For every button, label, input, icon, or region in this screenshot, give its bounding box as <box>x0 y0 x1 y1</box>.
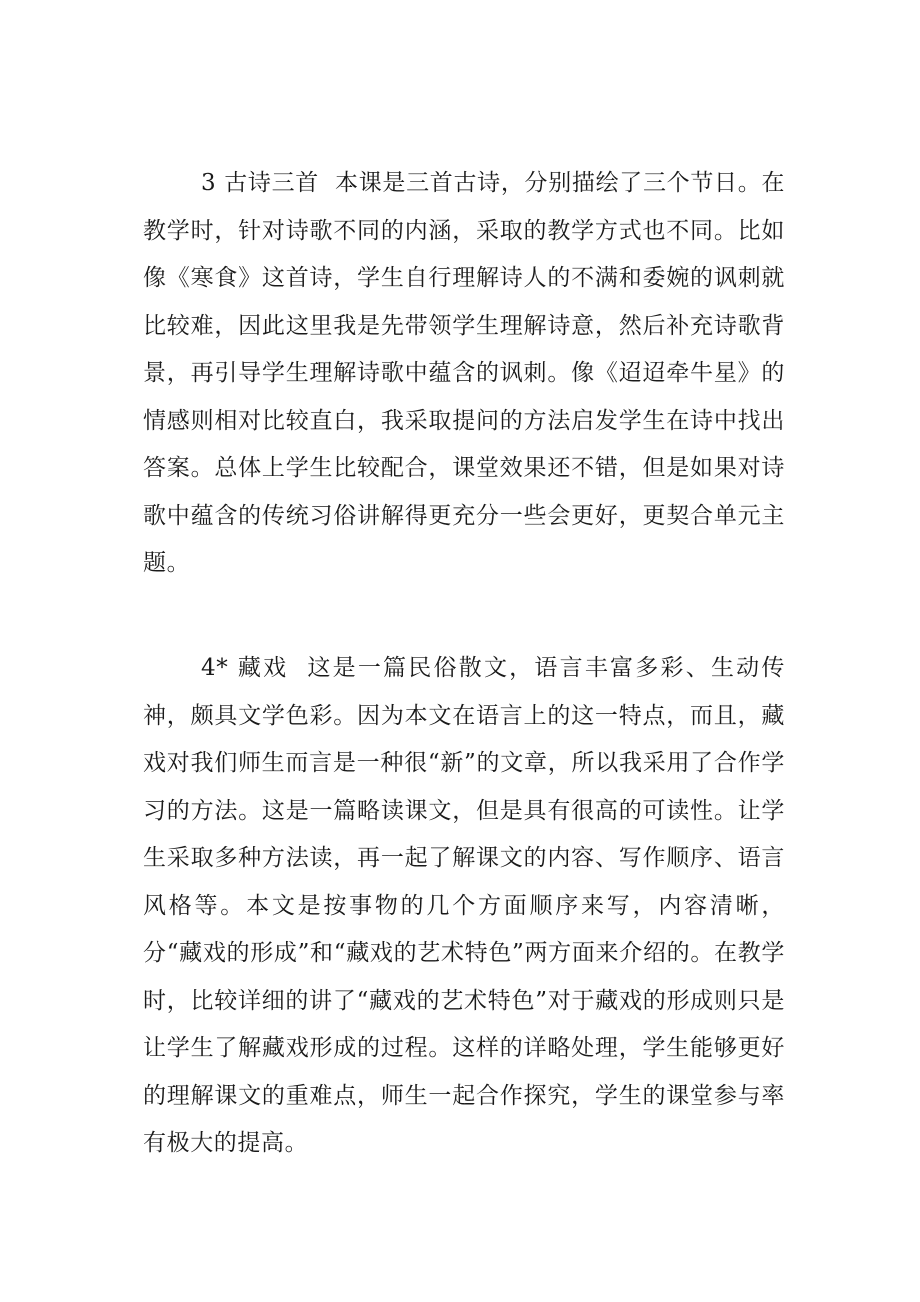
paragraph-body: 本课是三首古诗，分别描绘了三个节日。在教学时，针对诗歌不同的内涵，采取的教学方式也不同。比如像《寒食》这首诗，学生自行理解诗人的不满和委婉的讽刺就比较难，因此这里我是先带领学生理解诗意，然后补充诗歌背景，再引导学生理解诗歌中蕴含的讽刺。像《迢迢牵牛星》的情感则相对比较直白，我采取提问的方法启发学生在诗中找出答案。总体上学生比较配合，课堂效果还不错，但是如果对诗歌中蕴含的传统习俗讲解得更充分一些会更好，更契合单元主题。 <box>143 170 785 576</box>
paragraph-ancient-poems <box>143 160 785 588</box>
lesson-heading: 3 古诗三首 <box>201 170 319 196</box>
paragraph-body: 这是一篇民俗散文，语言丰富多彩、生动传神，颇具文学色彩。因为本文在语言上的这一特点，而且，藏戏对我们师生而言是一种很“新”的文章，所以我采用了合作学习的方法。这是一篇略读课文，但是具有很高的可读性。让学生采取多种方法读，再一起了解课文的内容、写作顺序、语言风格等。本文是按事物的几个方面顺序来写，内容清晰，分“藏戏的形成”和“藏戏的艺术特色”两方面来介绍的。在教学时，比较详细的讲了“藏戏的艺术特色”对于藏戏的形成则只是让学生了解藏戏形成的过程。这样的详略处理，学生能够更好的理解课文的重难点，师生一起合作探究，学生的课堂参与率有极大的提高。 <box>143 655 785 1156</box>
paragraph-tibetan-opera <box>143 645 785 1168</box>
lesson-heading: 4* 藏戏 <box>201 655 289 681</box>
